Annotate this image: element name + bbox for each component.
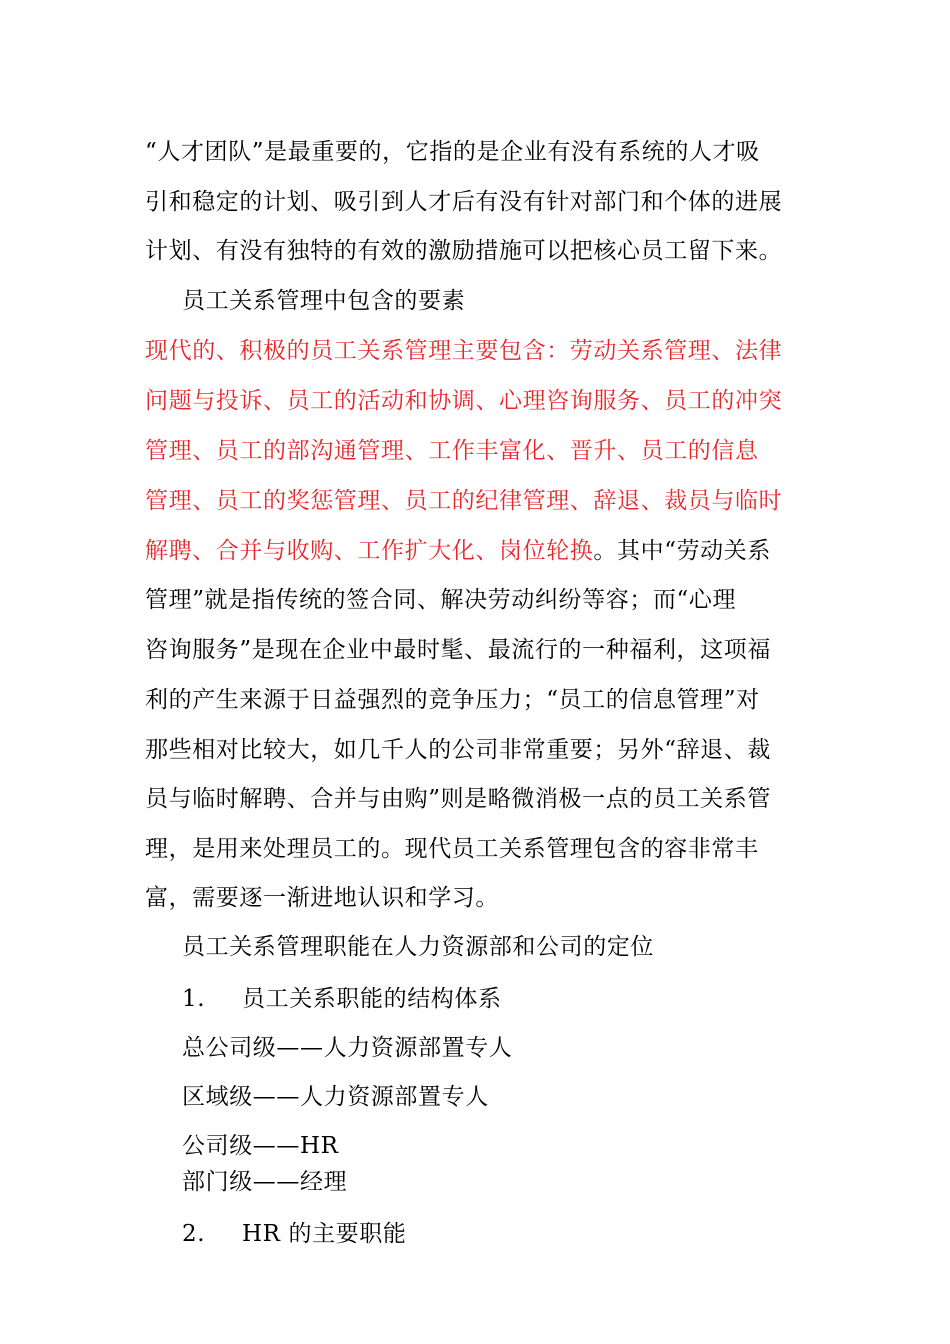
level-line: 部门级——经理 [182,1169,348,1195]
paragraph-line: 员与临时解聘、合并与由购”则是略微消极一点的员工关系管 [145,786,771,812]
paragraph-line: 利的产生来源于日益强烈的竞争压力；“员工的信息管理”对 [145,687,760,713]
level-line: 总公司级——人力资源部置专人 [182,1035,513,1061]
list-item [182,984,502,1014]
list-item [182,1219,407,1249]
paragraph-line: 那些相对比较大，如几千人的公司非常重要；另外“辞退、裁 [145,737,771,763]
plain-text: 。其中“劳动关系 [593,538,771,564]
list-text: 员工关系职能的结构体系 [242,986,502,1012]
section-heading: 员工关系管理中包含的要素 [182,288,466,314]
paragraph-line: 富，需要逐一渐进地认识和学习。 [145,885,499,911]
paragraph-line: 理，是用来处理员工的。现代员工关系管理包含的容非常丰 [145,836,759,862]
level-line: 区域级——人力资源部置专人 [182,1084,489,1110]
paragraph-line: 咨询服务”是现在企业中最时髦、最流行的一种福利，这项福 [145,637,771,663]
list-number: 1. [182,986,206,1012]
paragraph-line: 计划、有没有独特的有效的激励措施可以把核心员工留下来。 [145,238,783,264]
list-text: HR 的主要职能 [242,1221,407,1247]
section-heading: 员工关系管理职能在人力资源部和公司的定位 [182,934,654,960]
highlighted-line: 现代的、积极的员工关系管理主要包含：劳动关系管理、法律 [145,338,783,364]
paragraph-line: 引和稳定的计划、吸引到人才后有没有针对部门和个体的进展 [145,189,783,215]
level-line: 公司级——HR [182,1133,339,1159]
highlighted-line: 管理、员工的部沟通管理、工作丰富化、晋升、员工的信息 [145,438,759,464]
paragraph-line: “人才团队”是最重要的，它指的是企业有没有系统的人才吸 [145,139,760,165]
mixed-line [145,536,771,566]
paragraph-line: 管理”就是指传统的签合同、解决劳动纠纷等容；而“心理 [145,587,737,613]
highlighted-text: 解聘、合并与收购、工作扩大化、岗位轮换 [145,538,594,564]
highlighted-line: 问题与投诉、员工的活动和协调、心理咨询服务、员工的冲突 [145,388,783,414]
highlighted-line: 管理、员工的奖惩管理、员工的纪律管理、辞退、裁员与临时 [145,488,783,514]
list-number: 2. [182,1221,206,1247]
